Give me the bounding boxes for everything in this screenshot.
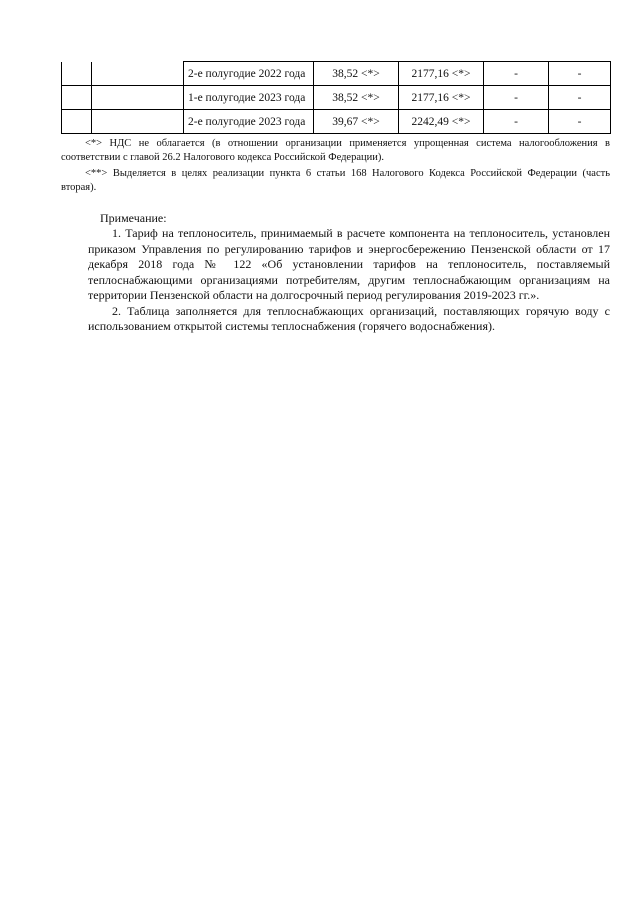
tariff-value-cell: 38,52 <*> xyxy=(314,62,399,86)
table-cell-empty xyxy=(62,62,92,86)
tariff-value-cell: - xyxy=(549,110,611,134)
table-row xyxy=(62,110,611,134)
tariff-value-cell: 2242,49 <*> xyxy=(399,110,484,134)
note-body xyxy=(88,226,610,335)
table-cell-empty xyxy=(62,86,92,110)
note-heading: Примечание: xyxy=(100,211,167,225)
tariff-value-cell: - xyxy=(549,62,611,86)
period-cell: 1-е полугодие 2023 года xyxy=(184,86,314,110)
table-cell-empty xyxy=(92,62,184,86)
tariff-value-cell: - xyxy=(549,86,611,110)
tariff-value-cell: 2177,16 <*> xyxy=(399,86,484,110)
tariff-table xyxy=(61,61,611,134)
footnote-allocated: <**> Выделяется в целях реализации пункта 6 статьи 168 Налогового Кодекса Российской Федерации (часть вторая). xyxy=(61,168,610,193)
tariff-value-cell: 2177,16 <*> xyxy=(399,62,484,86)
tariff-value-cell: - xyxy=(484,62,549,86)
footnote-vat: <*> НДС не облагается (в отношении организации применяется упрощенная система налогообложения в соответствии с главой 26.2 Налогового кодекса Российской Федерации). xyxy=(61,138,610,163)
table-row xyxy=(62,62,611,86)
table-cell-empty xyxy=(92,86,184,110)
table-row xyxy=(62,86,611,110)
table-cell-empty xyxy=(62,110,92,134)
tariff-value-cell: - xyxy=(484,86,549,110)
tariff-value-cell: 38,52 <*> xyxy=(314,86,399,110)
tariff-value-cell: - xyxy=(484,110,549,134)
period-cell: 2-е полугодие 2023 года xyxy=(184,110,314,134)
note-item: 2. Таблица заполняется для теплоснабжающих организаций, поставляющих горячую воду с использованием открытой системы теплоснабжения (горячего водоснабжения). xyxy=(88,303,610,333)
note-item: 1. Тариф на теплоноситель, принимаемый в расчете компонента на теплоноситель, установлен приказом Управления по регулированию тарифов и энергосбережению Пензенской области от 17 декабря 2018 года № 122 «Об установлении тарифов на теплоноситель, поставляемый теплоснабжающими организациями потребителям, другим теплоснабжающим организациям на территории Пензенской области на долгосрочный период регулирования 2019-2023 гг.». xyxy=(88,226,610,302)
table-cell-empty xyxy=(92,110,184,134)
tariff-value-cell: 39,67 <*> xyxy=(314,110,399,134)
period-cell: 2-е полугодие 2022 года xyxy=(184,62,314,86)
